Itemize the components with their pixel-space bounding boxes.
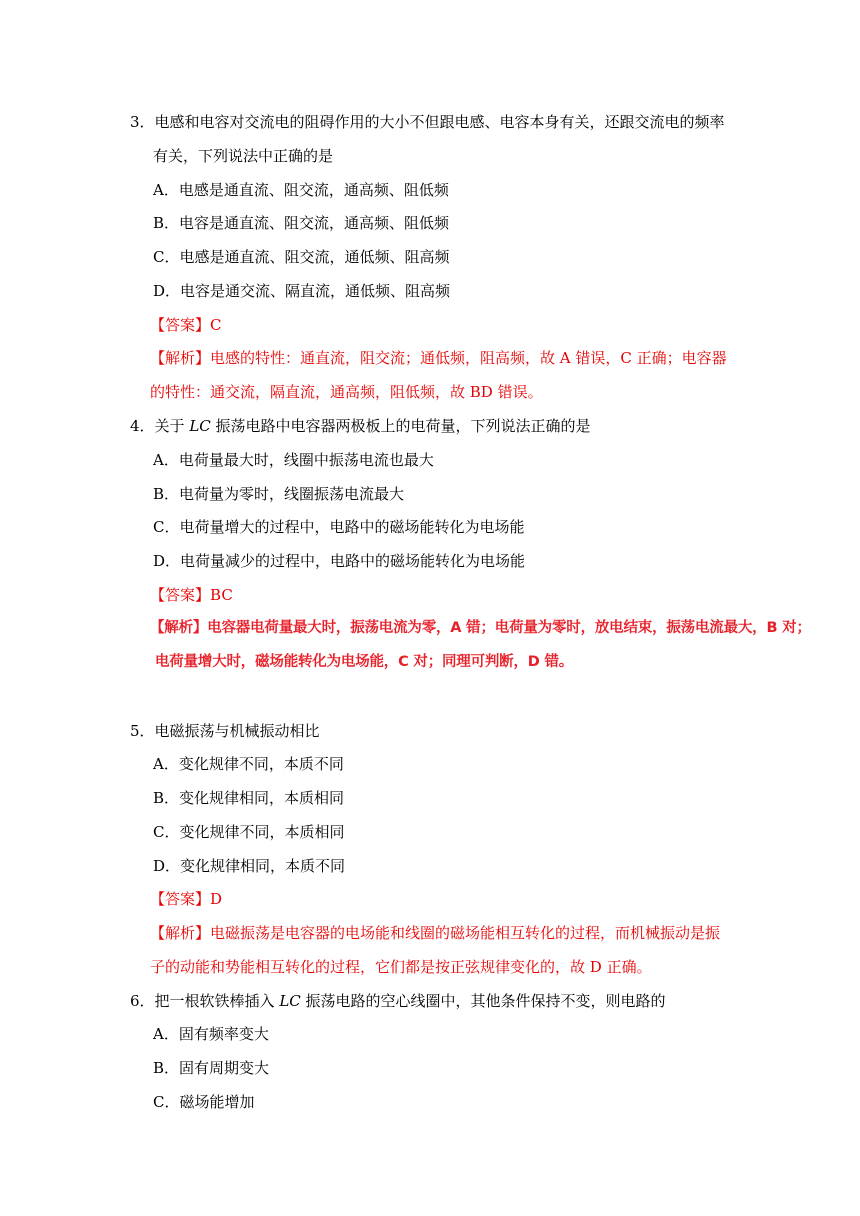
answer-value: C [210,316,222,334]
question-3-stem: 3．电感和电容对交流电的阻碍作用的大小不但跟电感、电容本身有关，还跟交流电的频率 [130,113,725,131]
question-4-analysis-line-2: 电荷量增大时，磁场能转化为电场能，C 对；同理可判断，D 错。 [155,654,574,670]
question-5-analysis-line-2: 子的动能和势能相互转化的过程，它们都是按正弦规律变化的，故 D 正确。 [150,958,652,976]
answer-value: BC [210,586,233,604]
question-3-option-a: A．电感是通直流、阻交流，通高频、阻低频 [153,181,449,199]
analysis-tag: 【解析】 [150,620,208,636]
question-6-option-a: A．固有频率变大 [153,1025,269,1043]
analysis-tag: 【解析】 [150,349,211,367]
question-4-analysis-line-1: 【解析】电容器电荷量最大时，振荡电流为零，A 错；电荷量为零时，放电结束，振荡电流最大，B 对； [150,620,811,636]
question-5-option-c: C．变化规律不同，本质相同 [153,823,345,841]
question-3-answer [150,315,222,335]
question-6-option-c: C．磁场能增加 [153,1093,255,1111]
question-5-answer [150,889,222,909]
answer-value: D [210,890,223,908]
question-number: 5． [130,722,155,740]
question-3-stem-continued: 有关，下列说法中正确的是 [153,147,334,165]
question-4-answer [150,585,233,605]
question-3-analysis-line-2: 的特性：通交流，隔直流，通高频，阻低频，故 BD 错误。 [150,383,543,401]
question-5-option-b: B．变化规律相同，本质相同 [153,789,345,807]
answer-tag: 【答案】 [150,890,211,908]
question-6-stem: 6．把一根软铁棒插入 LC 振荡电路的空心线圈中，其他条件保持不变，则电路的 [130,992,666,1010]
question-3-analysis-line-1: 【解析】电感的特性：通直流，阻交流；通低频，阻高频，故 A 错误，C 正确；电容器 [150,349,727,367]
question-number: 4． [130,417,155,435]
answer-tag: 【答案】 [150,316,211,334]
question-number: 3． [130,113,155,131]
question-6-option-b: B．固有周期变大 [153,1059,270,1077]
question-3-option-c: C．电感是通直流、阻交流，通低频、阻高频 [153,248,450,266]
question-4-option-c: C．电荷量增大的过程中，电路中的磁场能转化为电场能 [153,518,525,536]
question-5-stem: 5．电磁振荡与机械振动相比 [130,722,320,740]
question-3-option-d: D．电容是通交流、隔直流，通低频、阻高频 [153,282,451,300]
question-4-stem: 4．关于 LC 振荡电路中电容器两极板上的电荷量，下列说法正确的是 [130,417,591,435]
question-4-option-a: A．电荷量最大时，线圈中振荡电流也最大 [153,451,434,469]
question-4-option-d: D．电荷量减少的过程中，电路中的磁场能转化为电场能 [153,552,526,570]
question-3-option-b: B．电容是通直流、阻交流，通高频、阻低频 [153,214,450,232]
question-5-option-d: D．变化规律相同，本质不同 [153,857,346,875]
question-number: 6． [130,992,155,1010]
question-5-analysis-line-1: 【解析】电磁振荡是电容器的电场能和线圈的磁场能相互转化的过程，而机械振动是振 [150,924,721,942]
question-5-option-a: A．变化规律不同，本质不同 [153,755,344,773]
question-4-option-b: B．电荷量为零时，线圈振荡电流最大 [153,485,405,503]
analysis-tag: 【解析】 [150,924,211,942]
answer-tag: 【答案】 [150,586,211,604]
